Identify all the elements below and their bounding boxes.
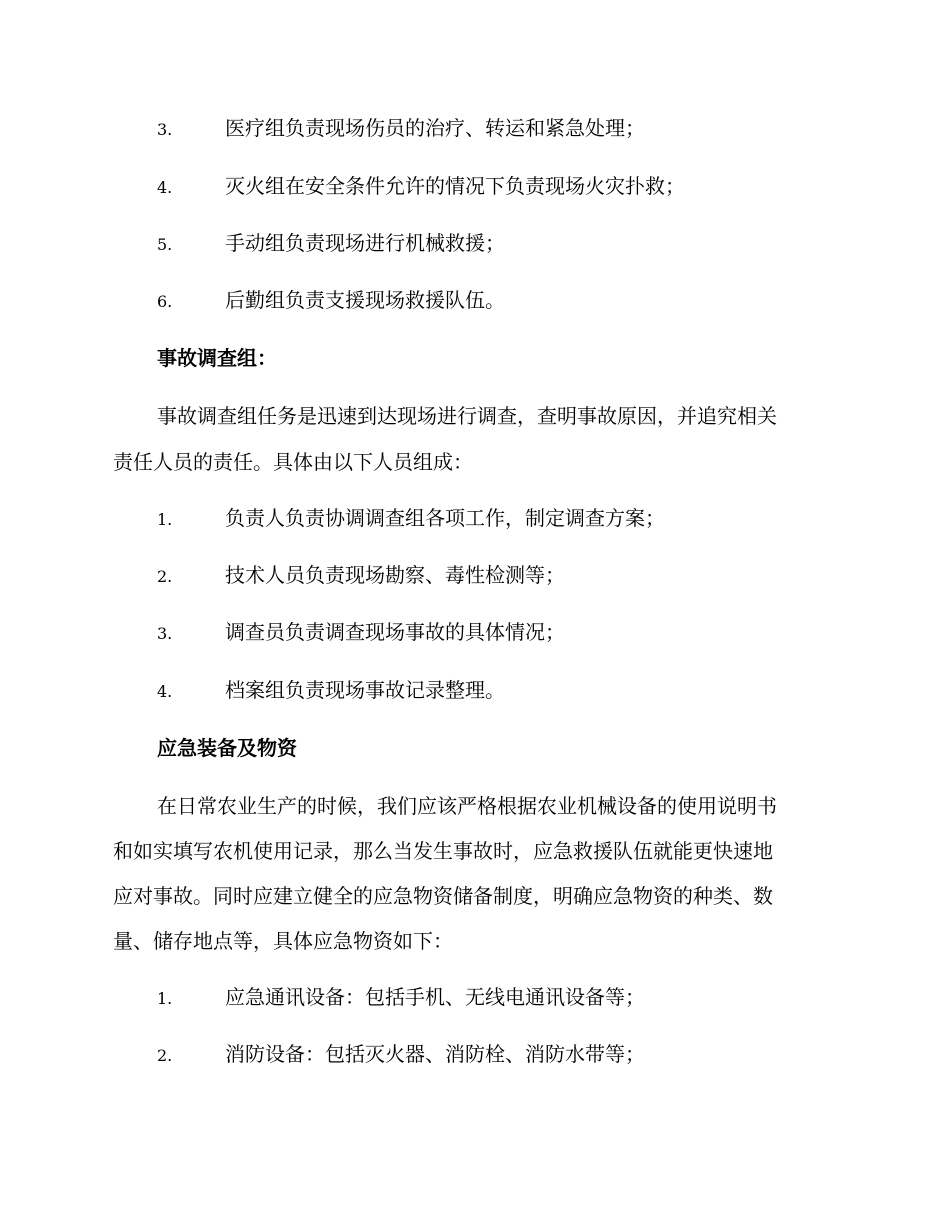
- paragraph-line: 量、储存地点等，具体应急物资如下：: [113, 929, 453, 953]
- list-item-number: 1.: [157, 989, 173, 1008]
- section-heading: 事故调查组：: [157, 346, 277, 370]
- list-item-text: 后勤组负责支援现场救援队伍。: [225, 288, 505, 312]
- paragraph-line: 和如实填写农机使用记录，那么当发生事故时，应急救援队伍就能更快速地: [113, 839, 773, 863]
- list-item-number: 3.: [157, 120, 173, 139]
- list-item-number: 6.: [157, 292, 173, 311]
- paragraph-line: 责任人员的责任。具体由以下人员组成：: [113, 450, 473, 474]
- paragraph-line: 事故调查组任务是迅速到达现场进行调查，查明事故原因，并追究相关: [157, 404, 777, 428]
- list-item-text: 灭火组在安全条件允许的情况下负责现场火灾扑救；: [225, 174, 685, 198]
- list-item-number: 5.: [157, 235, 173, 254]
- list-item-text: 应急通讯设备：包括手机、无线电通讯设备等；: [225, 985, 645, 1009]
- list-item-number: 4.: [157, 178, 173, 197]
- section-heading: 应急装备及物资: [157, 736, 297, 760]
- list-item-number: 3.: [157, 624, 173, 643]
- list-item-number: 2.: [157, 1046, 173, 1065]
- list-item-number: 2.: [157, 567, 173, 586]
- list-item-text: 手动组负责现场进行机械救援；: [225, 231, 505, 255]
- list-item-text: 调查员负责调查现场事故的具体情况；: [225, 620, 565, 644]
- list-item-number: 1.: [157, 510, 173, 529]
- list-item-text: 医疗组负责现场伤员的治疗、转运和紧急处理；: [225, 116, 645, 140]
- list-item-text: 负责人负责协调调查组各项工作，制定调查方案；: [225, 506, 665, 530]
- paragraph-line: 在日常农业生产的时候，我们应该严格根据农业机械设备的使用说明书: [157, 794, 777, 818]
- list-item-number: 4.: [157, 682, 173, 701]
- paragraph-line: 应对事故。同时应建立健全的应急物资储备制度，明确应急物资的种类、数: [113, 884, 773, 908]
- list-item-text: 消防设备：包括灭火器、消防栓、消防水带等；: [225, 1042, 645, 1066]
- list-item-text: 档案组负责现场事故记录整理。: [225, 678, 505, 702]
- list-item-text: 技术人员负责现场勘察、毒性检测等；: [225, 563, 565, 587]
